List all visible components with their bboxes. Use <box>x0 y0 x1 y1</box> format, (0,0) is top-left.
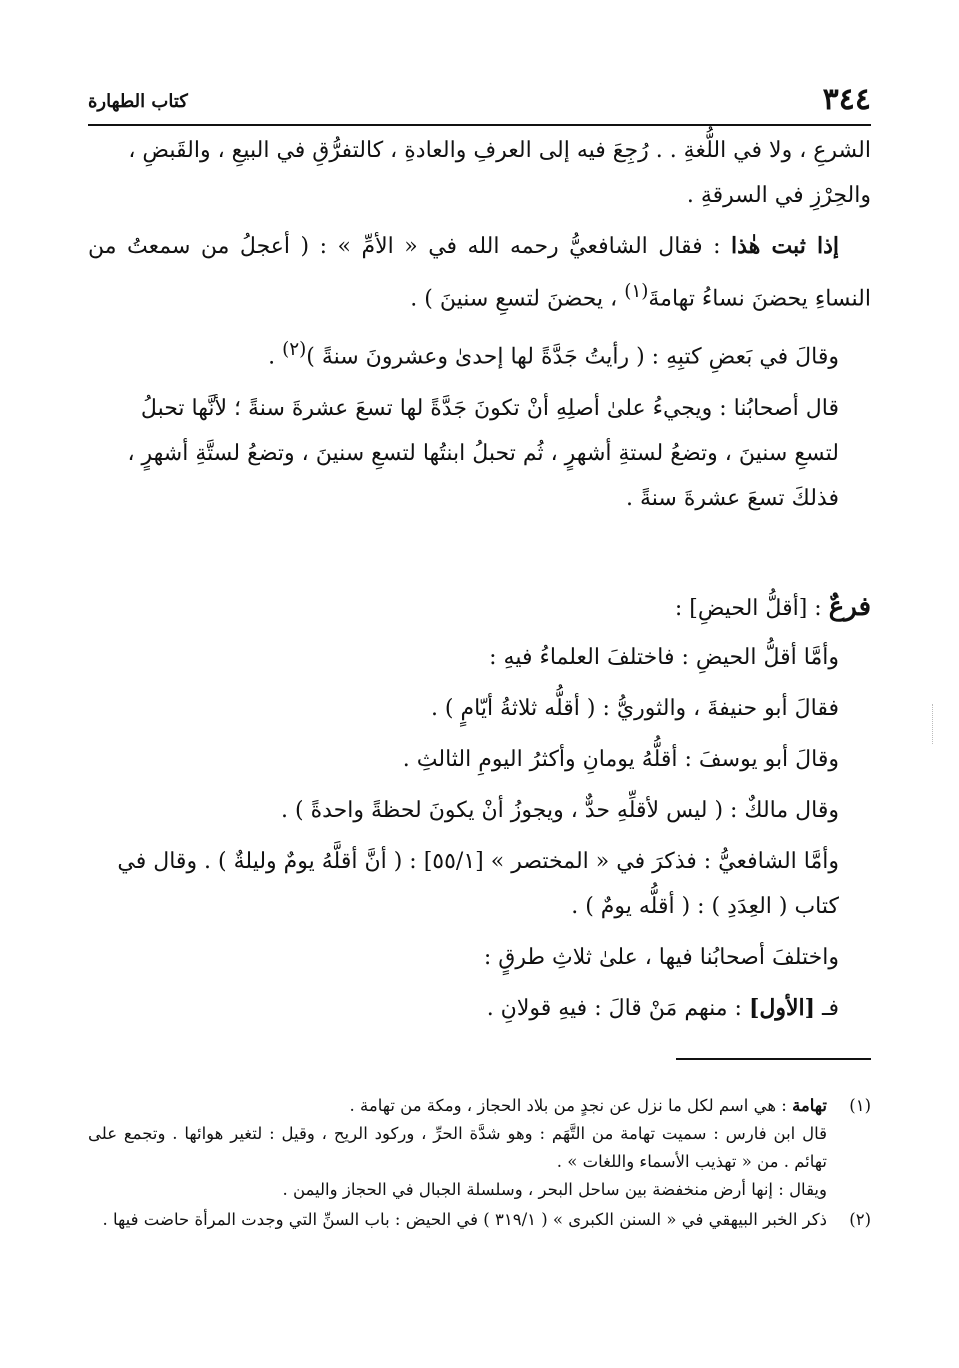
paragraph-prefix: فـ <box>815 995 839 1021</box>
footnote-lead: تهامة <box>792 1096 827 1115</box>
running-head <box>88 80 871 120</box>
paragraph-3 <box>88 327 871 379</box>
text-line: قال أصحابُنا : ويجيءُ علىٰ أصلِهِ أنْ تكونَ جَدَّةً لها تسعَ عشرةَ سنةً ؛ لأنَّها تحبلُ <box>140 395 839 421</box>
text-line: فذلكَ تسعَ عشرةَ سنةً . <box>625 485 839 511</box>
paragraph-text: وقالَ في بَعضِ كتبِهِ : ( رأيتُ جَدَّةً لها إحدىٰ وعشرونَ سنةً ) <box>306 344 839 370</box>
book-title: كتاب الطهارة <box>88 91 188 112</box>
section-heading <box>88 585 871 631</box>
footnote-body <box>88 1206 827 1234</box>
footnote-2 <box>88 1206 871 1234</box>
text-line: وأمَّا الشافعيُّ : فذكرَ في « المختصر » [٥٥/١] : ( أنَّ أقلَّهُ يومٌ وليلةٌ ) . وقال في <box>117 848 839 874</box>
text-line: والحِرْزِ في السرقةِ . <box>686 183 871 208</box>
header-rule <box>88 124 871 126</box>
paragraph-text: . <box>268 344 283 370</box>
paragraph-lead: إذا ثبت هٰذا <box>731 233 840 259</box>
margin-mark <box>932 704 933 744</box>
footnote-number: (١) <box>849 1096 871 1115</box>
paragraph-4 <box>88 386 871 521</box>
paragraph-text: : منهم مَنْ قالَ : فيهِ قولانِ . <box>486 995 749 1021</box>
text-line: الشرعِ ، ولا في اللُّغةِ . . رُجِعَ فيه إلى العرفِ والعادةِ ، كالتفرُّقِ في البيعِ ، والقَبضِ ، <box>128 138 871 163</box>
footnote-ref-2[interactable]: (٢) <box>282 339 307 361</box>
footnote-ref-1[interactable]: (١) <box>624 281 649 302</box>
paragraph-1 <box>88 128 871 218</box>
paragraph-8: وقال مالكٌ : ( ليس لأقلِّهِ حدٌّ ، ويجوزُ أنْ يكونَ لحظةً واحدةً ) . <box>281 797 839 823</box>
paragraph-lead: [الأول] <box>748 994 816 1021</box>
paragraph-7: وقالَ أبو يوسفَ : أقلُّهُ يومانِ وأكثرُ اليومِ الثالثِ . <box>402 746 839 772</box>
footnote-line: ويقال : إنها أرض منخفضة بين ساحل البحر ، وسلسلة الجبال في الحجاز واليمن . <box>282 1180 827 1199</box>
paragraph-6: فقالَ أبو حنيفةَ ، والثوريُّ : ( أقلُّه ثلاثةُ أيّامٍ ) . <box>430 695 839 721</box>
heading-word: فرعٌ <box>828 591 871 622</box>
paragraph-2 <box>88 224 871 321</box>
heading-text: : [أقلُّ الحيضِ] : <box>674 595 829 621</box>
footnote-line <box>88 1092 827 1120</box>
footnote-rule <box>676 1058 871 1060</box>
paragraph-5: وأمَّا أقلُّ الحيضِ : فاختلفَ العلماءُ فيهِ : <box>489 644 839 670</box>
footnote-body <box>88 1092 827 1204</box>
paragraph-10: واختلفَ أصحابُنا فيها ، علىٰ ثلاثِ طرقٍ : <box>483 944 839 970</box>
text-line: كتاب ( العِدَدِ ) : ( أقلُّه يومٌ ) . <box>571 893 839 919</box>
paragraph-11 <box>88 986 871 1031</box>
footnote-1 <box>88 1092 871 1204</box>
paragraph-9 <box>88 839 871 929</box>
main-text <box>88 128 871 1037</box>
paragraph-text: : فقال الشافعيُّ رحمه الله في « الأمِّ » : ( أعجلُ من سمعتُ من النساءِ يحضنَ نساءُ تهامةَ <box>88 234 871 312</box>
footnotes <box>88 1092 871 1236</box>
footnote-text: : هي اسم لكل ما نزل عن نجدٍ من بلاد الحجاز ، ومكة من تهامة . <box>349 1096 793 1115</box>
page-number: ٣٤٤ <box>822 82 871 117</box>
paragraph-text: ، يحضنَ لتسعِ سنينَ ) . <box>410 286 625 312</box>
footnote-number: (٢) <box>849 1210 871 1229</box>
footnote-line: قال ابن فارس : سميت تهامة من التَّهَم : وهو شدَّة الحرِّ ، وركود الريح ، وقيل : لتغير هوائها . وتجمع على تهائم . من « تهذيب الأسماء واللغات » . <box>88 1124 827 1171</box>
text-line: لتسعِ سنينَ ، وتضعُ لستةِ أشهرٍ ، ثُم تحبلُ ابنتُها لتسعِ سنينَ ، وتضعُ لستَّةِ أشهرٍ ، <box>127 440 839 466</box>
footnote-line: ذكر الخبر البيهقي في « السنن الكبرى » ( ٣١٩/١ ) في الحيض : باب السنِّ التي وجدت المرأة حاضت فيها . <box>102 1210 827 1229</box>
